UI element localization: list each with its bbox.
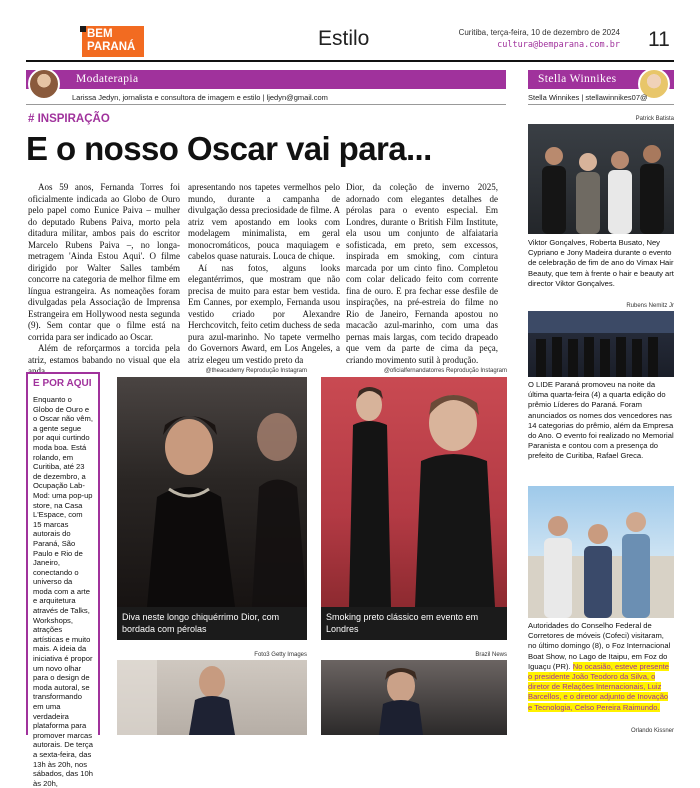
column-author-line: Larissa Jedyn, jornalista e consultora de imagem e estilo | ljedyn@gmail.com — [72, 93, 328, 102]
edition-date: Curitiba, terça-feira, 10 de dezembro de 2024 — [458, 28, 620, 37]
photo-figure-illustration — [321, 660, 507, 735]
page-number: 11 — [648, 28, 670, 51]
article-column-2 — [188, 182, 340, 366]
photo-credit: Orlando Kissner — [630, 728, 674, 734]
paragraph: Aí nas fotos, alguns looks elegantérrimos, que mostram que não precisa de muito para estar bem vestida. Em Cannes, por exemplo, Fernanda usou vestido criado por Alexandre Herchcovitch, feito cetim duchess de seda pura azul-marinho. No tapete vermelho do Governors Award, em Los Angeles, a atriz elegeu um vestido preto da — [188, 262, 340, 365]
bem-parana-logo[interactable] — [82, 26, 144, 57]
sidebar-text: Enquanto o Globo de Ouro e o Oscar não vêm, a gente segue por aqui curtindo moda boa. Está rolando, em Curitiba, até 23 de dezembro, a Ocupação Lab-Mod: uma pop-up store, na Casa L'Espace, com 15 marcas autorais do Paraná, São Paulo e Rio de Janeiro, conectando o universo da moda com a arte e arquitetura através de Talks, Workshops, atrações artísticas e muito mais. A ideia da iniciativa é propor um novo olhar para o design de moda autoral, se transformando em uma verdadeira plataforma para promover marcas autorais. De terça a sexta-feira, das 13h às 20h, nos sábados, das 10h às 20h, — [33, 395, 93, 788]
article-column-3 — [346, 182, 498, 366]
column-divider-right — [528, 104, 674, 105]
photo-cannes-gown — [117, 660, 307, 735]
photo-figure-illustration — [321, 377, 507, 607]
column-divider-left — [26, 104, 506, 105]
photo-group-illustration — [528, 486, 674, 618]
photo-group-illustration — [528, 311, 674, 377]
logo-square-icon — [80, 26, 86, 32]
photo-credit: Brazil News — [475, 652, 507, 658]
photo-credit: Patrick Batista — [635, 116, 674, 122]
photo-figure-illustration — [117, 660, 307, 735]
sidebar-title: E POR AQUI — [33, 378, 92, 389]
photo-lide-award — [528, 311, 674, 377]
photo-cofeci-boat-show — [528, 486, 674, 618]
paragraph: apresentando nos tapetes vermelhos pelo mundo, durante a campanha de divulgação dessa preciosidade de filme. A atriz vem apostando em looks com modelagem minimalista, em geral monocromáticos, pouca maquiagem e cabelos quase naturais. Louca de chique. — [188, 182, 340, 261]
paragraph: Dior, da coleção de inverno 2025, adornado com elegantes detalhes de pérolas para o evento especial. Em Londres, durante o British Film Institute, ela usou um conjunto de alfaiataria sofisticada, em preto, sem excessos, inspirada em smoking, com cintura marcada por um cinto fino. Completou com colar delicado feito com corrente fina de ouro. E pra fechar esse desfile de inspirações, na pré-estreia do filme no Rio de Janeiro, Fernanda apostou no macacão azul-marinho, com uma das pernas mais largas, com tecido drapeado que vem da parte de cima da peça, criando movimento sutil à produção. — [346, 182, 498, 365]
column-title-right: Stella Winnikes — [538, 73, 617, 85]
photo-credit: Foto3 Getty Images — [254, 652, 307, 658]
paragraph: Aos 59 anos, Fernanda Torres foi oficialmente indicada ao Globo de Ouro pelo papel como Eunice Paiva – mulher do deputado Rubens Paiva, morto pela ditadura militar, ambos pais do escritor Marcelo Rubens Paiva –, no longa-metragem 'Ainda Estou Aqui'. O filme dirigido por Walter Salles também concorre na categoria de melhor filme em língua estrangeira. As nomeações foram divulgadas pela Associação de Imprensa Estrangeira em Hollywood nesta segunda (9). Sem contar que o filme está na corrida para ser indicado ao Oscar. — [28, 182, 180, 342]
article-headline: E o nosso Oscar vai para... — [26, 130, 432, 167]
caption-text: Autoridades do Conselho Federal de Corretores de móveis (Cofeci) visitaram, no último domingo (8), o Foz Internacional Boat Show, no Lago de Itaipu, em Foz do Iguaçu (PR). — [528, 621, 671, 671]
photo-caption: O LIDE Paraná promoveu na noite da última quarta-feira (4) a quarta edição do prêmio Líderes do Paraná. Foram anunciados os nomes dos vencedores nas 14 categorias do prêmio, além da Empresa do Ano. O evento foi realizado no Memorial Paranista e contou com a presença do prefeito de Curitiba, Rafael Greca. — [528, 380, 674, 461]
photo-vimax-group — [528, 124, 674, 234]
header-divider — [26, 60, 674, 62]
section-title: Estilo — [318, 27, 370, 50]
photo-caption: Smoking preto clássico em evento em Londres — [321, 607, 507, 640]
article-column-1 — [28, 182, 180, 378]
photo-credit: @theacademy Reprodução Instagram — [205, 368, 307, 374]
sidebar-box — [26, 372, 100, 788]
photo-credit: Rubens Nemitz Jr — [626, 303, 674, 309]
columnist-avatar-left — [28, 68, 60, 100]
photo-caption — [528, 621, 674, 713]
section-email-link[interactable]: cultura@bemparana.com.br — [497, 40, 620, 50]
photo-black-tuxedo — [321, 377, 507, 607]
photo-figure-illustration — [117, 377, 307, 607]
photo-caption: Diva neste longo chiquérrimo Dior, com bordada com pérolas — [117, 607, 307, 640]
logo-line-1: BEM — [87, 28, 113, 40]
column-author-line-right: Stella Winnikes | stellawinnikes07@ — [528, 93, 648, 102]
column-banner-modaterapia — [26, 70, 506, 89]
photo-premiere — [321, 660, 507, 735]
photo-caption: Viktor Gonçalves, Roberta Busato, Ney Cypriano e Jony Madeira durante o evento de celebração de fim de ano do Vimax Hair Beauty, que tem à frente o hair e beauty art director Viktor Gonçalves. — [528, 238, 674, 288]
logo-line-2: PARANÁ — [87, 41, 136, 53]
article-kicker: # INSPIRAÇÃO — [28, 113, 110, 125]
column-title: Modaterapia — [76, 73, 139, 85]
paragraph: Além de reforçarmos a torcida pela atriz, estamos babando no visual que ela anda — [28, 343, 180, 376]
photo-credit: @oficialfernandatorres Reprodução Instagram — [383, 368, 507, 374]
photo-group-illustration — [528, 124, 674, 234]
photo-dior-gown — [117, 377, 307, 607]
caption-highlight: No ocasião, esteve presente o presidente João Teodoro da Silva, o diretor de Relações Internacionais, Luiz Barcellos, e o diretor adjunto de Inovação e Tecnologia, Celso Pereira Raimundo. — [528, 661, 670, 712]
